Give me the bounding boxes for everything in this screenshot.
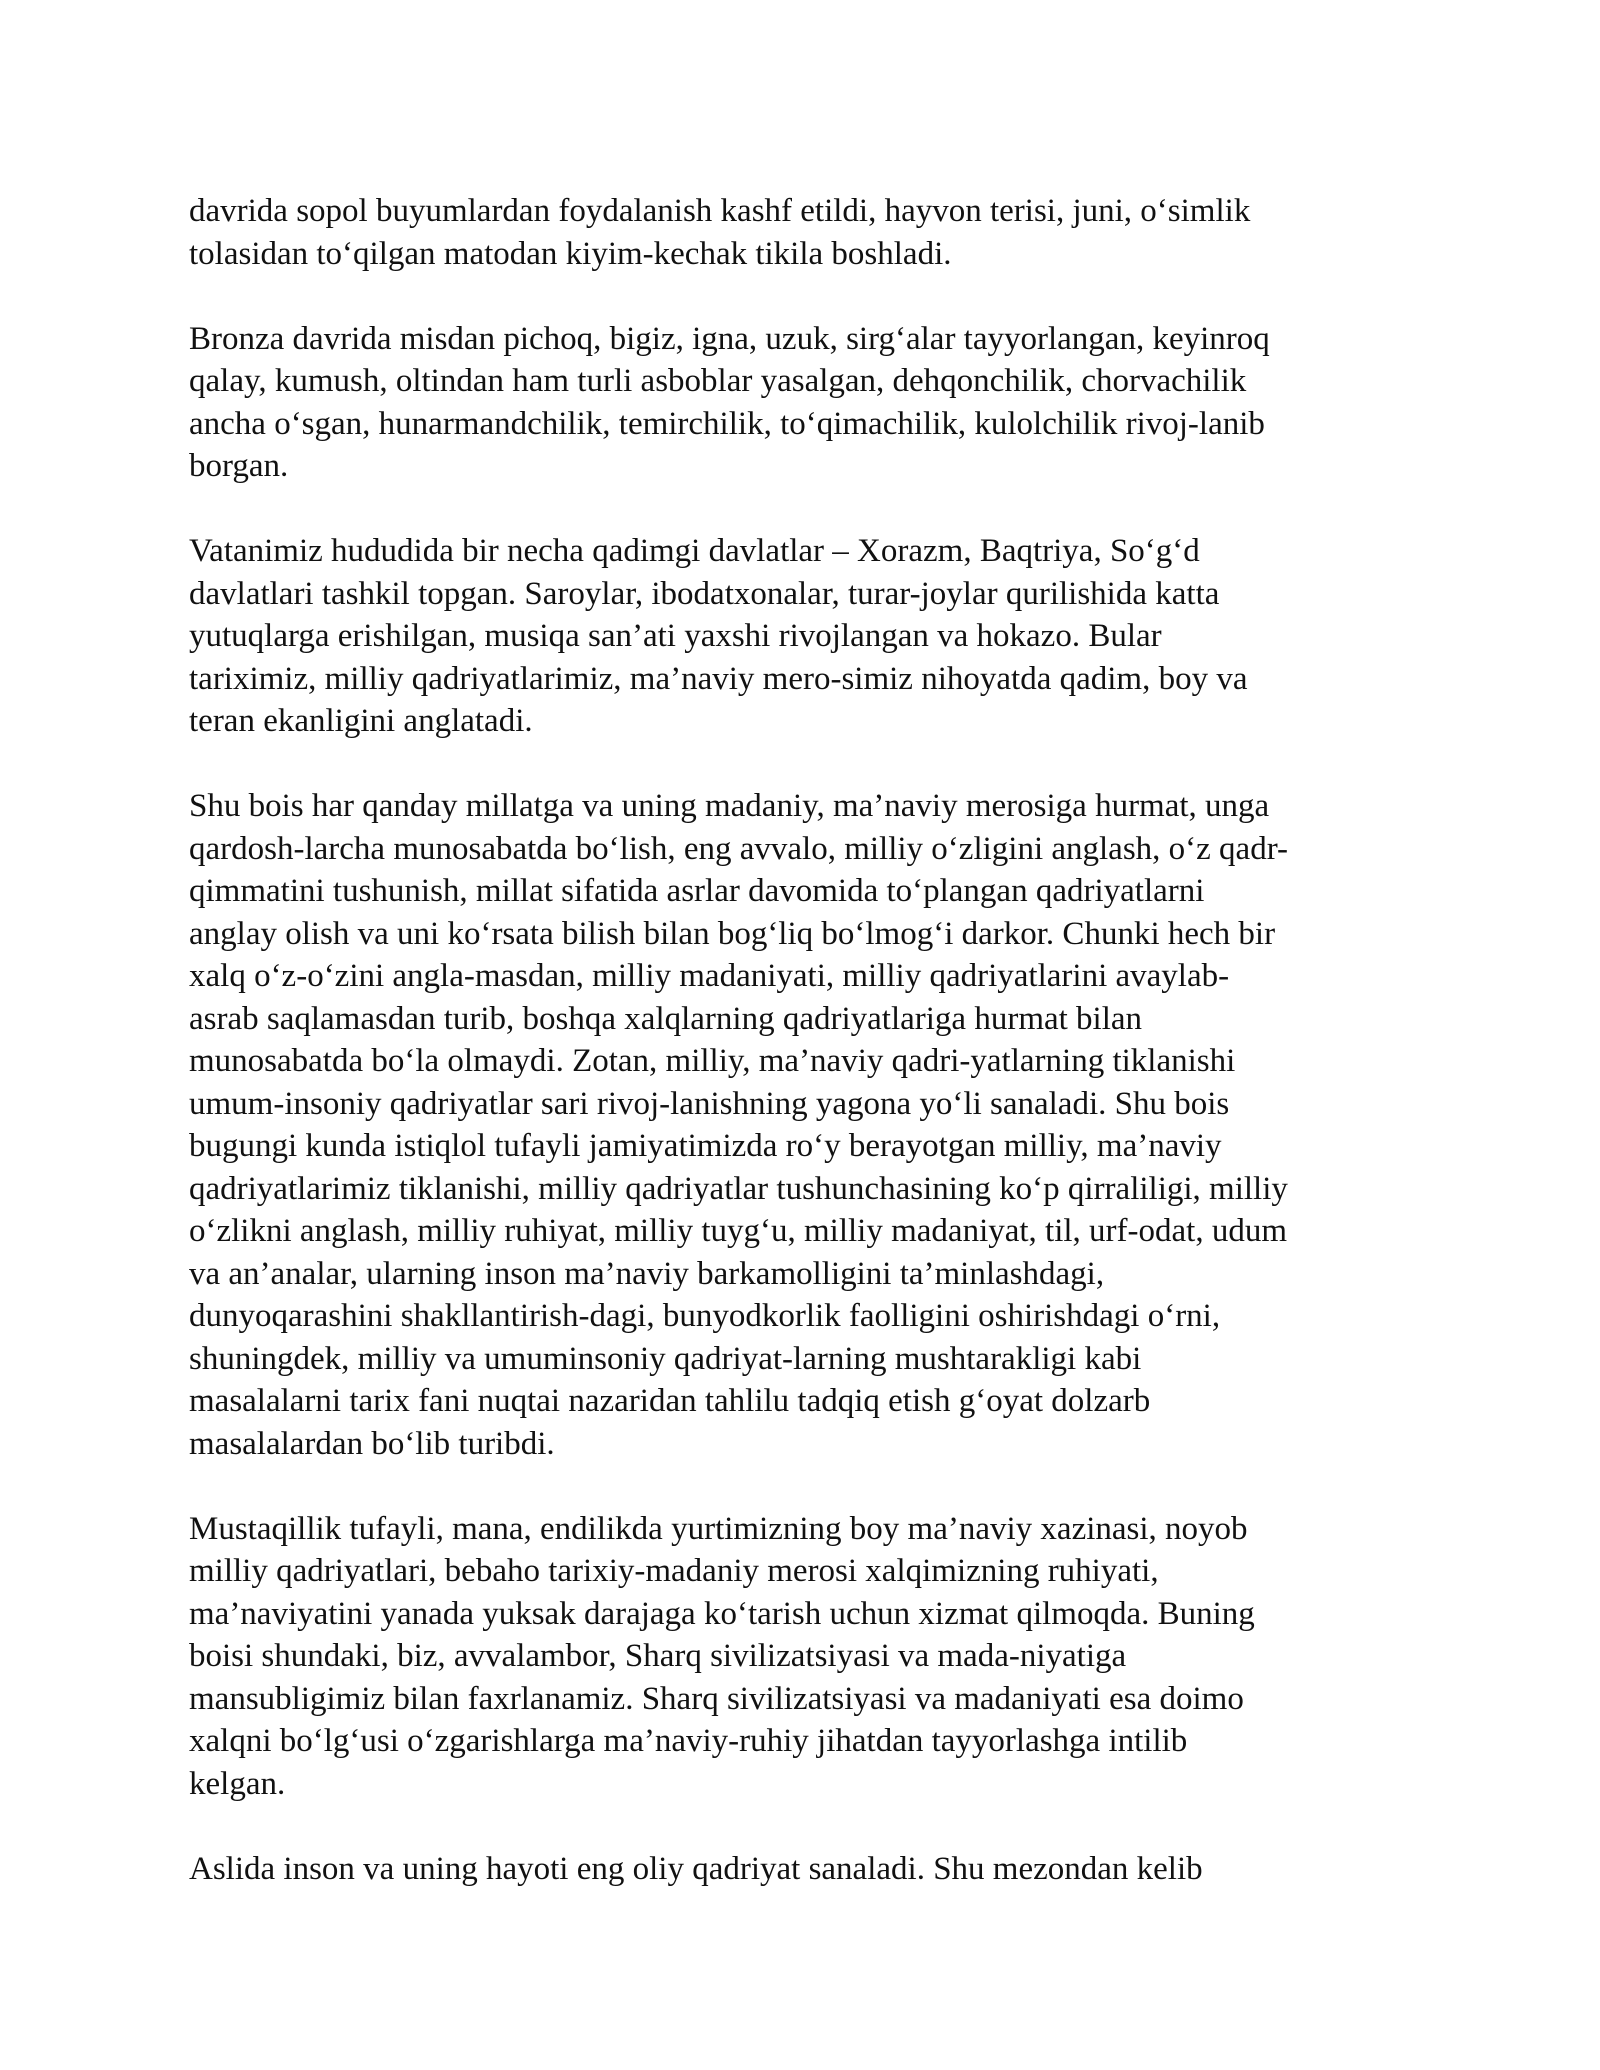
text-line: borgan. bbox=[189, 448, 289, 484]
text-line: davrida sopol buyumlardan foydalanish kashf etildi, hayvon terisi, juni, o‘simlik bbox=[189, 193, 1251, 229]
paragraph bbox=[189, 785, 1419, 1465]
document-body bbox=[189, 190, 1419, 1890]
text-line: boisi shundaki, biz, avvalambor, Sharq sivilizatsiyasi va mada-niyatiga bbox=[189, 1638, 1127, 1674]
paragraph bbox=[189, 1508, 1419, 1806]
text-line: xalq o‘z-o‘zini angla-masdan, milliy madaniyati, milliy qadriyatlarini avaylab- bbox=[189, 958, 1230, 994]
text-line: Bronza davrida misdan pichoq, bigiz, igna, uzuk, sirg‘alar tayyorlangan, keyinroq bbox=[189, 320, 1270, 357]
text-line: masalalarni tarix fani nuqtai nazaridan tahlilu tadqiq etish g‘oyat dolzarb bbox=[189, 1383, 1151, 1419]
paragraph bbox=[189, 530, 1419, 743]
text-line: bugungi kunda istiqlol tufayli jamiyatimizda ro‘y berayotgan milliy, ma’naviy bbox=[189, 1128, 1222, 1164]
text-line: davlatlari tashkil topgan. Saroylar, ibodatxonalar, turar-joylar qurilishida katta bbox=[189, 575, 1220, 612]
text-line: o‘zlikni anglash, milliy ruhiyat, milliy tuyg‘u, milliy madaniyat, til, urf-odat, udum bbox=[189, 1213, 1288, 1249]
text-line: Aslida inson va uning hayoti eng oliy qadriyat sanaladi. Shu mezondan kelib bbox=[189, 1850, 1203, 1887]
text-line: asrab saqlamasdan turib, boshqa xalqlarning qadriyatlariga hurmat bilan bbox=[189, 1000, 1143, 1037]
text-line: kelgan. bbox=[189, 1765, 286, 1802]
text-line: tariximiz, milliy qadriyatlarimiz, ma’naviy mero-simiz nihoyatda qadim, boy va bbox=[189, 660, 1248, 697]
text-line: va an’analar, ularning inson ma’naviy barkamolligini ta’minlashdagi, bbox=[189, 1255, 1105, 1292]
paragraph bbox=[189, 1848, 1419, 1891]
text-line: Mustaqillik tufayli, mana, endilikda yurtimizning boy ma’naviy xazinasi, noyob bbox=[189, 1510, 1248, 1547]
paragraph bbox=[189, 318, 1419, 488]
text-line: mansubligimiz bilan faxrlanamiz. Sharq sivilizatsiyasi va madaniyati esa doimo bbox=[189, 1680, 1244, 1717]
text-line: masalalardan bo‘lib turibdi. bbox=[189, 1425, 555, 1462]
text-line: anglay olish va uni ko‘rsata bilish bilan bog‘liq bo‘lmog‘i darkor. Chunki hech bir bbox=[189, 915, 1276, 952]
text-line: shuningdek, milliy va umuminsoniy qadriyat-larning mushtarakligi kabi bbox=[189, 1340, 1142, 1377]
text-line: umum-insoniy qadriyatlar sari rivoj-lanishning yagona yo‘li sanaladi. Shu bois bbox=[189, 1085, 1230, 1122]
text-line: qardosh-larcha munosabatda bo‘lish, eng avvalo, milliy o‘zligini anglash, o‘z qadr- bbox=[189, 830, 1289, 867]
text-line: munosabatda bo‘la olmaydi. Zotan, milliy, ma’naviy qadri-yatlarning tiklanishi bbox=[189, 1043, 1236, 1079]
text-line: xalqni bo‘lg‘usi o‘zgarishlarga ma’naviy-ruhiy jihatdan tayyorlashga intilib bbox=[189, 1723, 1188, 1759]
text-line: qalay, kumush, oltindan ham turli asboblar yasalgan, dehqonchilik, chorvachilik bbox=[189, 363, 1247, 399]
text-line: teran ekanligini anglatadi. bbox=[189, 703, 533, 739]
paragraph bbox=[189, 190, 1419, 275]
text-line: qimmatini tushunish, millat sifatida asrlar davomida to‘plangan qadriyatlarni bbox=[189, 873, 1205, 909]
text-line: milliy qadriyatlari, bebaho tarixiy-madaniy merosi xalqimizning ruhiyati, bbox=[189, 1553, 1159, 1589]
text-line: tolasidan to‘qilgan matodan kiyim-kechak tikila boshladi. bbox=[189, 235, 952, 272]
text-line: qadriyatlarimiz tiklanishi, milliy qadriyatlar tushunchasining ko‘p qirraliligi, milliy bbox=[189, 1170, 1288, 1207]
text-line: Shu bois har qanday millatga va uning madaniy, ma’naviy merosiga hurmat, unga bbox=[189, 788, 1270, 824]
text-line: ancha o‘sgan, hunarmandchilik, temirchilik, to‘qimachilik, kulolchilik rivoj-lanib bbox=[189, 405, 1265, 442]
text-line: yutuqlarga erishilgan, musiqa san’ati yaxshi rivojlangan va hokazo. Bular bbox=[189, 618, 1162, 654]
text-line: ma’naviyatini yanada yuksak darajaga ko‘tarish uchun xizmat qilmoqda. Buning bbox=[189, 1595, 1255, 1632]
text-line: dunyoqarashini shakllantirish-dagi, bunyodkorlik faolligini oshirishdagi o‘rni, bbox=[189, 1298, 1221, 1334]
text-line: Vatanimiz hududida bir necha qadimgi davlatlar – Xorazm, Baqtriya, So‘g‘d bbox=[189, 533, 1200, 569]
